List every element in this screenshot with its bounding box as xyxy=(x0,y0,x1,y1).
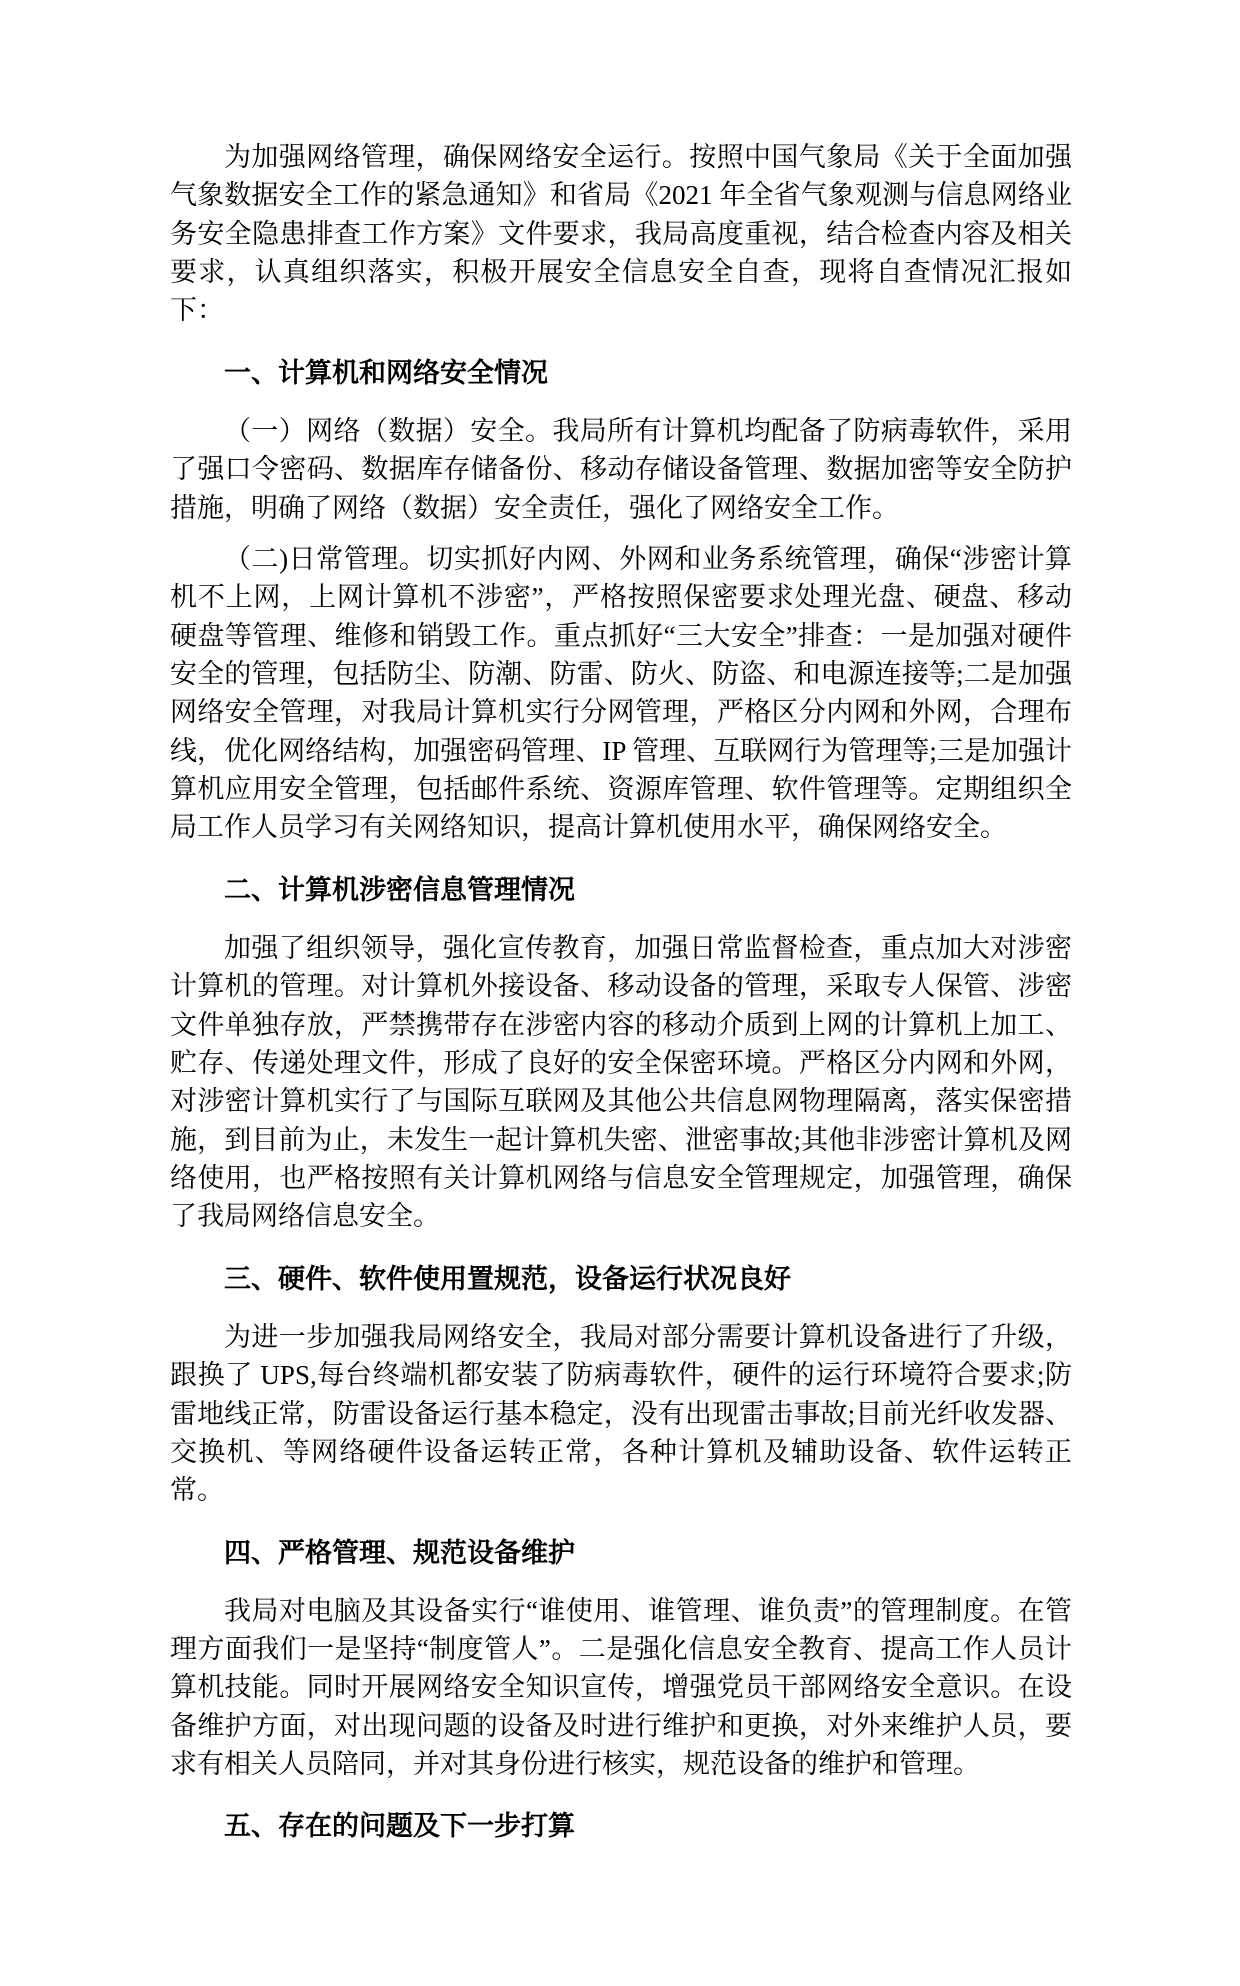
paragraph-network-security: （一）网络（数据）安全。我局所有计算机均配备了防病毒软件，采用了强口令密码、数据库存储备份、移动存储设备管理、数据加密等安全防护措施，明确了网络（数据）安全责任，强化了网络安全工作。 xyxy=(170,415,1072,523)
section-heading-3: 三、硬件、软件使用置规范，设备运行状况良好 xyxy=(224,1263,791,1294)
paragraph-device-maintenance: 我局对电脑及其设备实行“谁使用、谁管理、谁负责”的管理制度。在管理方面我们一是坚持“制度管人”。二是强化信息安全教育、提高工作人员计算机技能。同时开展网络安全知识宣传，增强党员干部网络安全意识。在设备维护方面，对出现问题的设备及时进行维护和更换，对外来维护人员，要求有相关人员陪同，并对其身份进行核实，规范设备的维护和管理。 xyxy=(170,1595,1072,1780)
section-heading-4: 四、严格管理、规范设备维护 xyxy=(224,1537,575,1568)
paragraph-hardware-software: 为进一步加强我局网络安全，我局对部分需要计算机设备进行了升级，跟换了 UPS,每台终端机都安装了防病毒软件，硬件的运行环境符合要求;防雷地线正常，防雷设备运行基本稳定，没有出现雷击事故;目前光纤收发器、交换机、等网络硬件设备运转正常，各种计算机及辅助设备、软件运转正常。 xyxy=(170,1321,1072,1506)
paragraph-daily-management: （二)日常管理。切实抓好内网、外网和业务系统管理，确保“涉密计算机不上网，上网计算机不涉密”，严格按照保密要求处理光盘、硬盘、移动硬盘等管理、维修和销毁工作。重点抓好“三大安全”排查：一是加强对硬件安全的管理，包括防尘、防潮、防雷、防火、防盗、和电源连接等;二是加强网络安全管理，对我局计算机实行分网管理，严格区分内网和外网，合理布线，优化网络结构，加强密码管理、IP 管理、互联网行为管理等;三是加强计算机应用安全管理，包括邮件系统、资源库管理、软件管理等。定期组织全局工作人员学习有关网络知识，提高计算机使用水平，确保网络安全。 xyxy=(170,543,1072,843)
section-heading-5: 五、存在的问题及下一步打算 xyxy=(224,1811,575,1842)
intro-paragraph: 为加强网络管理，确保网络安全运行。按照中国气象局《关于全面加强气象数据安全工作的紧急通知》和省局《2021 年全省气象观测与信息网络业务安全隐患排查工作方案》文件要求，我局高度重视，结合检查内容及相关要求，认真组织落实，积极开展安全信息安全自查，现将自查情况汇报如下： xyxy=(170,142,1072,326)
section-heading-1: 一、计算机和网络安全情况 xyxy=(224,357,548,388)
section-heading-2: 二、计算机涉密信息管理情况 xyxy=(224,874,575,905)
paragraph-classified-info: 加强了组织领导，强化宣传教育，加强日常监督检查，重点加大对涉密计算机的管理。对计算机外接设备、移动设备的管理，采取专人保管、涉密文件单独存放，严禁携带存在涉密内容的移动介质到上网的计算机上加工、贮存、传递处理文件，形成了良好的安全保密环境。严格区分内网和外网，对涉密计算机实行了与国际互联网及其他公共信息网物理隔离，落实保密措施，到目前为止，未发生一起计算机失密、泄密事故;其他非涉密计算机及网络使用，也严格按照有关计算机网络与信息安全管理规定，加强管理，确保了我局网络信息安全。 xyxy=(170,932,1072,1232)
